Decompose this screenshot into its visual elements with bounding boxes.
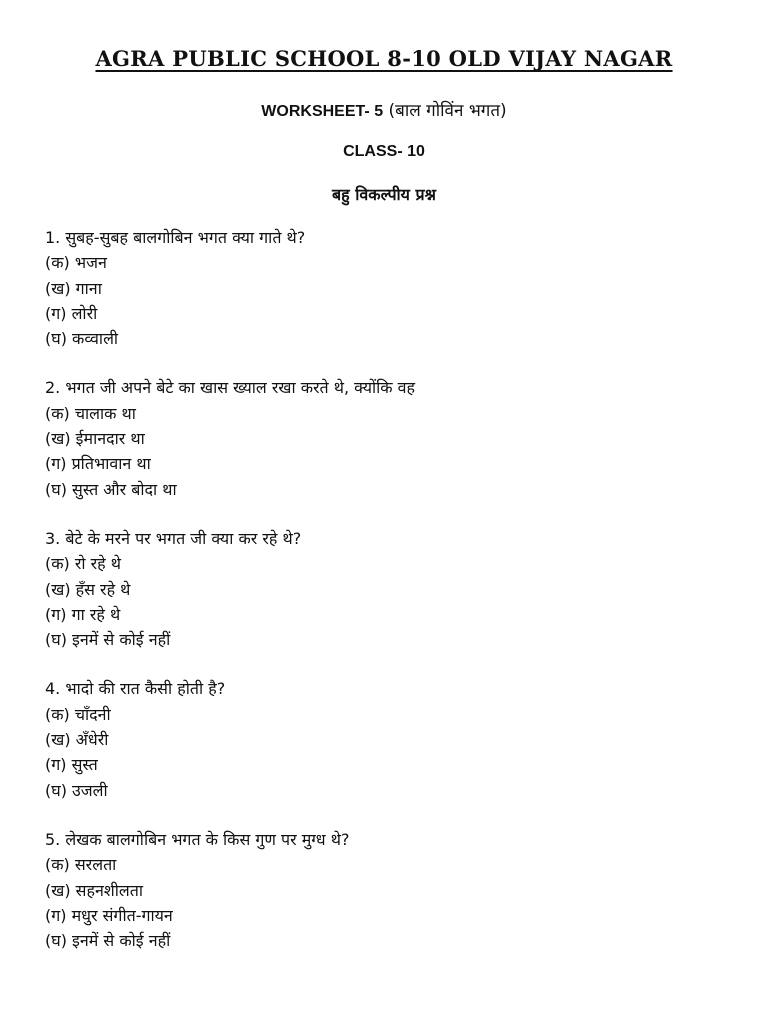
option-kha: (ख) सहनशीलता bbox=[45, 880, 143, 900]
question-1 bbox=[45, 225, 735, 351]
option-kha: (ख) अँधेरी bbox=[45, 730, 109, 750]
option-ga: (ग) प्रतिभावान था bbox=[45, 454, 151, 474]
option-kha: (ख) हँस रहे थे bbox=[45, 579, 131, 599]
worksheet-heading bbox=[0, 98, 768, 121]
option-gha: (घ) सुस्त और बोदा था bbox=[45, 479, 177, 499]
class-heading: CLASS- 10 bbox=[343, 143, 425, 160]
question-3 bbox=[45, 526, 735, 652]
question-text: 2. भगत जी अपने बेटे का खास ख्याल रखा करते थे, क्योंकि वह bbox=[45, 378, 416, 398]
option-ka: (क) चाँदनी bbox=[45, 704, 111, 724]
option-gha: (घ) उजली bbox=[45, 780, 108, 800]
question-4 bbox=[45, 676, 735, 802]
question-text: 5. लेखक बालगोबिन भगत के किस गुण पर मुग्ध थे? bbox=[45, 829, 350, 849]
question-text: 3. बेटे के मरने पर भगत जी क्या कर रहे थे? bbox=[45, 528, 302, 548]
school-title bbox=[0, 46, 768, 71]
question-text: 4. भादो की रात कैसी होती है? bbox=[45, 679, 226, 699]
question-list bbox=[45, 225, 735, 977]
school-title-text: AGRA PUBLIC SCHOOL 8-10 OLD VIJAY NAGAR bbox=[95, 46, 673, 71]
option-ga: (ग) मधुर संगीत-गायन bbox=[45, 905, 173, 925]
option-gha: (घ) इनमें से कोई नहीं bbox=[45, 931, 171, 951]
option-kha: (ख) ईमानदार था bbox=[45, 429, 145, 449]
option-ka: (क) चालाक था bbox=[45, 403, 136, 423]
option-gha: (घ) कव्वाली bbox=[45, 329, 119, 349]
option-gha: (घ) इनमें से कोई नहीं bbox=[45, 630, 171, 650]
option-ga: (ग) सुस्त bbox=[45, 755, 98, 775]
option-kha: (ख) गाना bbox=[45, 278, 102, 298]
option-ga: (ग) लोरी bbox=[45, 303, 98, 323]
worksheet-topic: (बाल गोविंन भगत) bbox=[388, 101, 507, 121]
option-ka: (क) भजन bbox=[45, 253, 107, 273]
question-text: 1. सुबह-सुबह बालगोबिन भगत क्या गाते थे? bbox=[45, 228, 306, 247]
question-2 bbox=[45, 375, 735, 501]
option-ka: (क) सरलता bbox=[45, 855, 117, 875]
question-5 bbox=[45, 827, 735, 953]
section-title: बहु विकल्पीय प्रश्न bbox=[332, 185, 436, 204]
option-ka: (क) रो रहे थे bbox=[45, 554, 121, 574]
option-ga: (ग) गा रहे थे bbox=[45, 604, 121, 624]
worksheet-label: WORKSHEET- 5 bbox=[261, 103, 384, 120]
